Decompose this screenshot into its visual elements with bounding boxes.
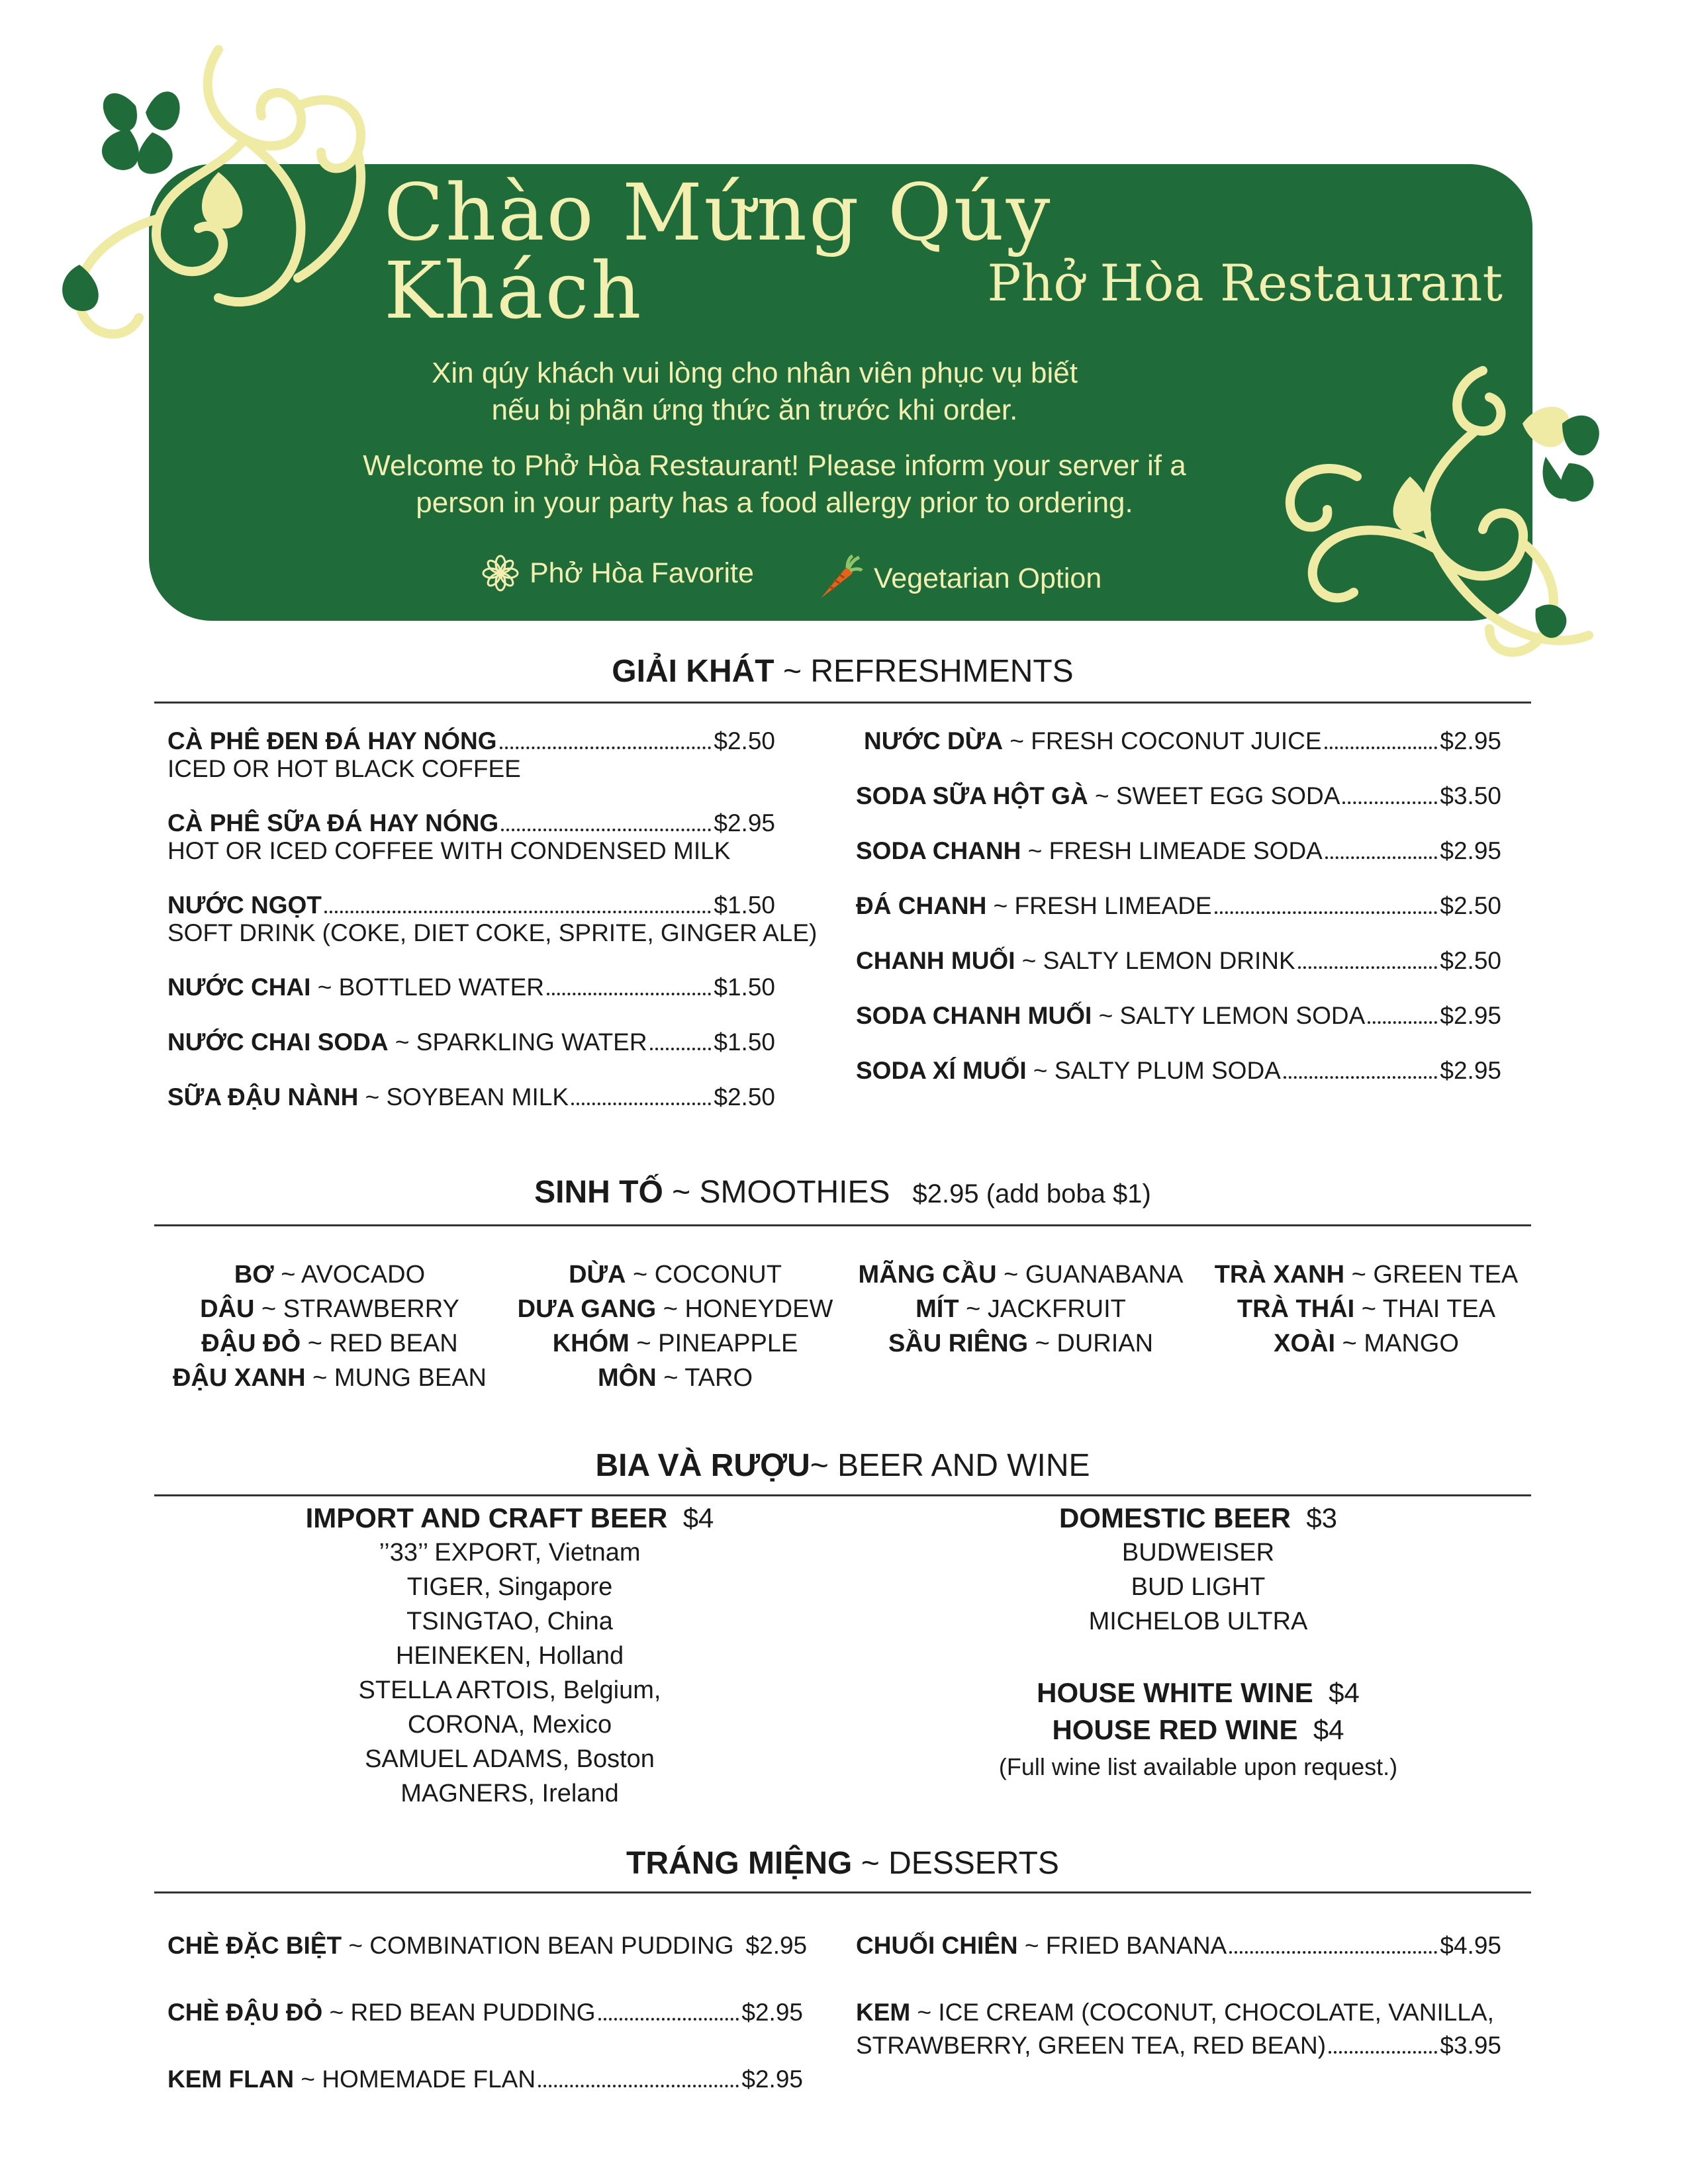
smoothie-item [503, 1361, 847, 1395]
wine-name: HOUSE RED WINE [1052, 1714, 1298, 1745]
intro-en-line: person in your party has a food allergy prior to ordering. [416, 486, 1133, 519]
intro-en-line: Welcome to Phở Hòa Restaurant! Please inform your server if a [363, 449, 1186, 482]
legend-favorite [482, 555, 754, 592]
section-title-vn: SINH TỐ [534, 1175, 663, 1210]
item-name-vn: SODA CHANH MUỐI [856, 1002, 1092, 1029]
item-name [856, 782, 1340, 811]
item-name [856, 891, 1212, 921]
leader-dots [1215, 911, 1438, 914]
beer-item: MICHELOB ULTRA [1088, 1608, 1308, 1635]
smoothie-en: ~ GUANABANA [996, 1261, 1184, 1289]
flower-icon [482, 555, 519, 592]
item-description: ICED OR HOT BLACK COFFEE [167, 755, 521, 782]
leader-dots [324, 911, 712, 913]
item-price: $2.95 [745, 1932, 808, 1959]
intro-vn-line: Xin qúy khách vui lòng cho nhân viên phục vụ biết [432, 357, 1078, 389]
item-name [856, 1056, 1281, 1085]
import-beer-title: IMPORT AND CRAFT BEER [305, 1502, 668, 1533]
item-name [167, 1998, 596, 2027]
wine-name: HOUSE WHITE WINE [1037, 1677, 1313, 1708]
smoothie-vn: KHÓM [552, 1330, 630, 1357]
section-title-en: ~ SMOOTHIES [663, 1175, 890, 1210]
item-name [167, 973, 544, 1002]
smoothie-item [849, 1326, 1193, 1361]
smoothie-column [849, 1257, 1193, 1361]
leader-dots [1298, 966, 1438, 969]
smoothie-vn: DƯA GANG [517, 1295, 657, 1323]
beer-item: SAMUEL ADAMS, Boston [365, 1745, 655, 1773]
smoothie-vn: SẦU RIÊNG [888, 1330, 1029, 1357]
menu-item [856, 1931, 1501, 1960]
section-title-vn: TRÁNG MIỆNG [626, 1846, 853, 1881]
leader-space [737, 1951, 743, 1954]
item-price: $1.50 [714, 891, 775, 919]
item-name-en: ~ SWEET EGG SODA [1088, 782, 1340, 809]
smoothie-item [158, 1326, 502, 1361]
item-name-vn: CÀ PHÊ SỮA ĐÁ HAY NÓNG [167, 809, 499, 837]
item-price: $3.95 [1440, 2032, 1501, 2059]
item-price: $2.95 [1440, 1057, 1501, 1084]
item-name-en: ~ SOYBEAN MILK [358, 1083, 569, 1111]
item-name-en: STRAWBERRY, GREEN TEA, RED BEAN) [856, 2032, 1327, 2059]
menu-item [167, 1028, 775, 1057]
item-name-vn: CHANH MUỐI [856, 947, 1015, 974]
section-title-vn: BIA VÀ RƯỢU [595, 1448, 810, 1483]
item-name-vn: NƯỚC NGỌT [167, 891, 322, 919]
menu-item [856, 891, 1501, 921]
beer-item: CORONA, Mexico [407, 1711, 612, 1739]
smoothie-item [158, 1257, 502, 1292]
item-price: $2.50 [1440, 892, 1501, 919]
smoothie-column [158, 1257, 502, 1395]
smoothie-vn: TRÀ THÁI [1237, 1295, 1355, 1323]
domestic-beer-price: $3 [1306, 1502, 1338, 1533]
smoothie-vn: XOÀI [1274, 1330, 1336, 1357]
item-name [856, 946, 1295, 976]
item-price: $2.95 [1440, 727, 1501, 754]
smoothie-item [503, 1257, 847, 1292]
item-price: $2.50 [714, 1083, 775, 1111]
menu-item [167, 727, 775, 756]
item-price: $4.95 [1440, 1932, 1501, 1959]
leader-dots [650, 1048, 712, 1050]
legend-vegetarian-label: Vegetarian Option [874, 563, 1102, 594]
beer-item: MAGNERS, Ireland [400, 1780, 619, 1807]
item-name-vn: CHÈ ĐẬU ĐỎ [167, 1999, 323, 2026]
smoothie-en: ~ MANGO [1335, 1330, 1459, 1357]
menu-item [856, 837, 1501, 866]
item-name-vn: SODA XÍ MUỐI [856, 1057, 1027, 1084]
domestic-beer-title: DOMESTIC BEER [1058, 1502, 1291, 1533]
leader-dots [1229, 1951, 1437, 1954]
menu-item [864, 727, 1501, 756]
menu-item [167, 1998, 803, 2027]
smoothie-vn: DÂU [200, 1295, 255, 1323]
menu-item [167, 2065, 803, 2094]
section-divider [154, 1224, 1531, 1226]
intro-english [311, 447, 1238, 522]
smoothie-vn: ĐẬU ĐỎ [201, 1330, 301, 1357]
item-name-en: ~ SALTY LEMON DRINK [1015, 947, 1295, 974]
item-name [167, 1931, 734, 1960]
smoothie-vn: MÔN [597, 1364, 657, 1392]
item-price: $2.50 [714, 727, 775, 754]
item-price: $2.95 [741, 1999, 803, 2026]
legend-favorite-label: Phở Hòa Favorite [530, 557, 754, 589]
smoothie-item [158, 1361, 502, 1395]
item-name [167, 2065, 536, 2094]
menu-item [167, 809, 775, 838]
house-white-wine [927, 1674, 1470, 1711]
item-name [167, 809, 498, 838]
section-title-refreshments [154, 652, 1531, 692]
item-name-vn: NƯỚC DỪA [864, 727, 1004, 754]
import-beer-list [245, 1501, 774, 1811]
smoothie-en: ~ GREEN TEA [1344, 1261, 1519, 1289]
smoothie-en: ~ COCONUT [626, 1261, 782, 1289]
smoothie-en: ~ RED BEAN [301, 1330, 458, 1357]
item-name-en: ~ HOMEMADE FLAN [294, 2066, 536, 2093]
item-name-en: ~ ICE CREAM (COCONUT, CHOCOLATE, VANILLA, [910, 1999, 1494, 2026]
leader-dots [1325, 747, 1438, 749]
section-title-en: ~ DESSERTS [852, 1846, 1059, 1881]
smoothie-vn: ĐẬU XANH [172, 1364, 306, 1392]
leader-dots [547, 993, 711, 995]
item-name [856, 837, 1323, 866]
item-name-vn: KEM FLAN [167, 2066, 295, 2093]
smoothie-column [1194, 1257, 1538, 1361]
intro-vn-line: nếu bị phãn ứng thức ăn trước khi order. [491, 394, 1018, 426]
section-title-en: ~ BEER AND WINE [810, 1448, 1090, 1483]
item-description: SOFT DRINK (COKE, DIET COKE, SPRITE, GINGER ALE) [167, 919, 818, 946]
menu-item [856, 946, 1501, 976]
item-price: $3.50 [1440, 782, 1501, 809]
item-name-vn: SỮA ĐẬU NÀNH [167, 1083, 359, 1111]
legend-vegetarian [816, 555, 1102, 602]
item-name-vn: NƯỚC CHAI SODA [167, 1028, 389, 1056]
item-description: HOT OR ICED COFFEE WITH CONDENSED MILK [167, 837, 731, 864]
smoothie-en: ~ JACKFRUIT [959, 1295, 1126, 1323]
smoothie-en: ~ STRAWBERRY [254, 1295, 459, 1323]
menu-item [167, 1931, 808, 1960]
item-name-en: ~ SPARKLING WATER [388, 1028, 647, 1056]
smoothie-item [1194, 1257, 1538, 1292]
section-title-smoothies [154, 1173, 1531, 1214]
beer-item: ’’33’’ EXPORT, Vietnam [379, 1539, 641, 1567]
carrot-icon [816, 555, 863, 602]
item-name-vn: NƯỚC CHAI [167, 974, 311, 1001]
welcome-title: Chào Mứng Qúy Khách [384, 167, 1053, 336]
smoothie-vn: TRÀ XANH [1214, 1261, 1345, 1289]
section-divider [154, 1494, 1531, 1496]
menu-item [167, 1083, 775, 1112]
item-name-en: ~ COMBINATION BEAN PUDDING [342, 1932, 734, 1959]
smoothie-item [1194, 1326, 1538, 1361]
smoothie-vn: DỪA [569, 1261, 626, 1289]
smoothie-en: ~ PINEAPPLE [629, 1330, 798, 1357]
section-title-beer-wine [154, 1446, 1531, 1486]
item-name-en: ~ RED BEAN PUDDING [322, 1999, 596, 2026]
smoothie-en: ~ MUNG BEAN [305, 1364, 487, 1392]
leader-dots [1329, 2051, 1437, 2054]
item-name [856, 1001, 1365, 1030]
refreshments-right-column [856, 727, 1501, 1097]
beer-item: TSINGTAO, China [406, 1608, 613, 1635]
smoothie-item [849, 1257, 1193, 1292]
smoothie-en: ~ DURIAN [1028, 1330, 1154, 1357]
wine-list [927, 1674, 1470, 1786]
smoothie-en: ~ AVOCADO [273, 1261, 426, 1289]
smoothie-column [503, 1257, 847, 1395]
item-name-vn: CHÈ ĐẶC BIỆT [167, 1932, 342, 1959]
item-name-en: ~ FRIED BANANA [1017, 1932, 1227, 1959]
import-beer-heading [245, 1501, 774, 1535]
wine-price: $4 [1329, 1677, 1360, 1708]
item-price: $1.50 [714, 974, 775, 1001]
smoothie-item [503, 1326, 847, 1361]
item-name-vn: SODA SỮA HỘT GÀ [856, 782, 1088, 809]
item-price: $2.95 [1440, 1002, 1501, 1029]
menu-item [856, 1998, 1494, 2027]
leader-dots [1368, 1021, 1437, 1024]
menu-item [856, 1056, 1501, 1085]
item-name-en: ~ BOTTLED WATER [310, 974, 544, 1001]
smoothie-vn: BƠ [234, 1261, 274, 1289]
leader-dots [598, 2018, 739, 2021]
wine-note: (Full wine list available upon request.) [998, 1753, 1398, 1780]
item-price: $2.95 [1440, 837, 1501, 864]
beer-item: BUDWEISER [1121, 1539, 1275, 1567]
leader-dots [1284, 1076, 1438, 1079]
section-divider [154, 1891, 1531, 1893]
refreshments-left-column [167, 727, 818, 1124]
smoothie-item [1194, 1292, 1538, 1326]
smoothie-en: ~ THAI TEA [1354, 1295, 1496, 1323]
smoothie-price-note: $2.95 (add boba $1) [912, 1179, 1151, 1208]
smoothie-item [503, 1292, 847, 1326]
item-price: $2.50 [1440, 947, 1501, 974]
intro-vietnamese [344, 355, 1165, 429]
item-name [167, 891, 322, 920]
import-beer-price: $4 [682, 1502, 714, 1533]
item-name-vn: CHUỐI CHIÊN [856, 1932, 1018, 1959]
section-divider [154, 702, 1531, 704]
item-name [167, 1028, 647, 1057]
leader-dots [500, 747, 712, 749]
desserts-left-column [167, 1931, 808, 2103]
menu-item [167, 973, 775, 1002]
item-name [167, 1083, 569, 1112]
menu-item-continued [856, 2031, 1501, 2060]
menu-item [856, 1001, 1501, 1030]
item-name-vn: SODA CHANH [856, 837, 1021, 864]
desserts-right-column [856, 1931, 1501, 2103]
leader-dots [538, 2085, 739, 2087]
beer-item: TIGER, Singapore [406, 1573, 613, 1601]
item-name [864, 727, 1322, 756]
item-price: $1.50 [714, 1028, 775, 1056]
item-name-vn: ĐÁ CHANH [856, 892, 987, 919]
item-name-en: ~ SALTY LEMON SODA [1092, 1002, 1366, 1029]
item-name [856, 1931, 1227, 1960]
smoothie-item [849, 1292, 1193, 1326]
smoothie-vn: MÍT [915, 1295, 959, 1323]
item-name-en: ~ FRESH LIMEADE [986, 892, 1212, 919]
beer-item: BUD LIGHT [1131, 1573, 1266, 1601]
wine-price: $4 [1313, 1714, 1344, 1745]
smoothie-item [158, 1292, 502, 1326]
leader-dots [501, 829, 711, 831]
house-red-wine [927, 1711, 1470, 1749]
domestic-beer-list [927, 1501, 1470, 1639]
item-price: $2.95 [741, 2066, 803, 2093]
menu-item [167, 891, 775, 920]
smoothie-en: ~ TARO [656, 1364, 753, 1392]
item-name [167, 727, 497, 756]
item-name-en: ~ SALTY PLUM SODA [1026, 1057, 1281, 1084]
beer-item: HEINEKEN, Holland [395, 1642, 624, 1670]
smoothie-en: ~ HONEYDEW [656, 1295, 833, 1323]
leader-dots [1342, 801, 1437, 804]
leader-dots [1325, 856, 1438, 859]
restaurant-name: Phở Hòa Restaurant [987, 253, 1503, 312]
item-name-en: ~ FRESH COCONUT JUICE [1003, 727, 1322, 754]
smoothie-vn: MÃNG CẦU [858, 1261, 997, 1289]
section-title-desserts [154, 1844, 1531, 1884]
leader-dots [571, 1103, 711, 1105]
item-name-vn: CÀ PHÊ ĐEN ĐÁ HAY NÓNG [167, 727, 497, 754]
item-price: $2.95 [714, 809, 775, 837]
domestic-beer-heading [927, 1501, 1470, 1535]
item-name-en: ~ FRESH LIMEADE SODA [1021, 837, 1323, 864]
section-title-en: ~ REFRESHMENTS [774, 654, 1074, 689]
item-name-vn: KEM [856, 1999, 911, 2026]
section-title-vn: GIẢI KHÁT [612, 654, 774, 689]
beer-item: STELLA ARTOIS, Belgium, [358, 1676, 661, 1704]
menu-item [856, 782, 1501, 811]
